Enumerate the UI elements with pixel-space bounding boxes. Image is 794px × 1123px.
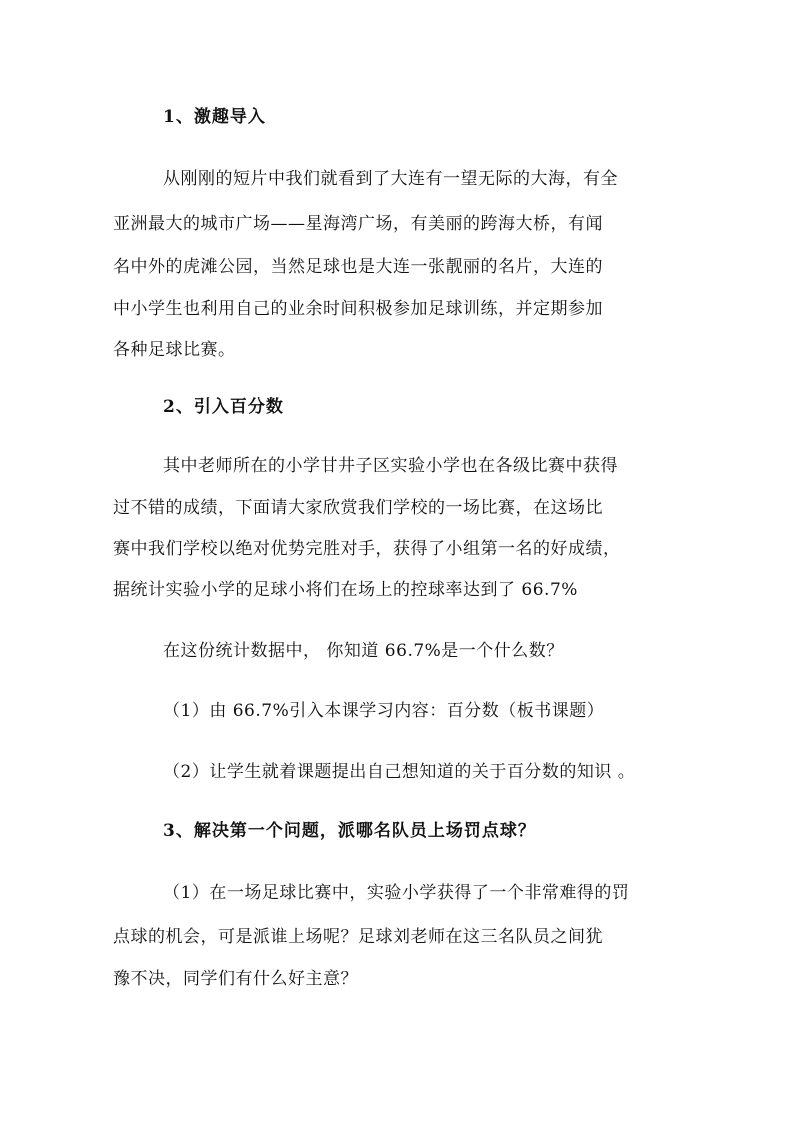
section-1-heading: 1、激趣导入 [163,107,266,127]
section-2-question: 在这份统计数据中， 你知道 66.7%是一个什么数？ [163,641,564,661]
section-2-item-2: （2）让学生就着课题提出自己想知道的关于百分数的知识 。 [163,762,636,782]
section-2-line-1: 其中老师所在的小学甘井子区实验小学也在各级比赛中获得 [163,456,618,476]
section-3-line-2: 点球的机会，可是派谁上场呢？足球刘老师在这三名队员之间犹 [113,927,603,947]
section-3-line-1: （1）在一场足球比赛中，实验小学获得了一个非常难得的罚 [163,883,630,903]
section-1-line-5: 各种足球比赛。 [113,340,236,360]
section-2-heading: 2、引入百分数 [163,397,284,417]
section-1-line-2: 亚洲最大的城市广场——星海湾广场，有美丽的跨海大桥，有闻 [113,214,603,234]
section-1-line-1: 从刚刚的短片中我们就看到了大连有一望无际的大海，有全 [163,169,618,189]
section-3-heading: 3、解决第一个问题，派哪名队员上场罚点球？ [163,821,536,841]
section-1-line-3: 名中外的虎滩公园，当然足球也是大连一张靓丽的名片，大连的 [113,257,603,277]
section-1-line-4: 中小学生也利用自己的业余时间积极参加足球训练，并定期参加 [113,299,603,319]
section-2-item-1: （1）由 66.7%引入本课学习内容：百分数（板书课题） [163,701,605,721]
section-2-line-2: 过不错的成绩，下面请大家欣赏我们学校的一场比赛，在这场比 [113,498,603,518]
section-3-line-3: 豫不决，同学们有什么好主意？ [113,969,358,989]
section-2-line-4: 据统计实验小学的足球小将们在场上的控球率达到了 66.7% [113,580,578,600]
section-2-line-3: 赛中我们学校以绝对优势完胜对手，获得了小组第一名的好成绩， [113,539,621,559]
